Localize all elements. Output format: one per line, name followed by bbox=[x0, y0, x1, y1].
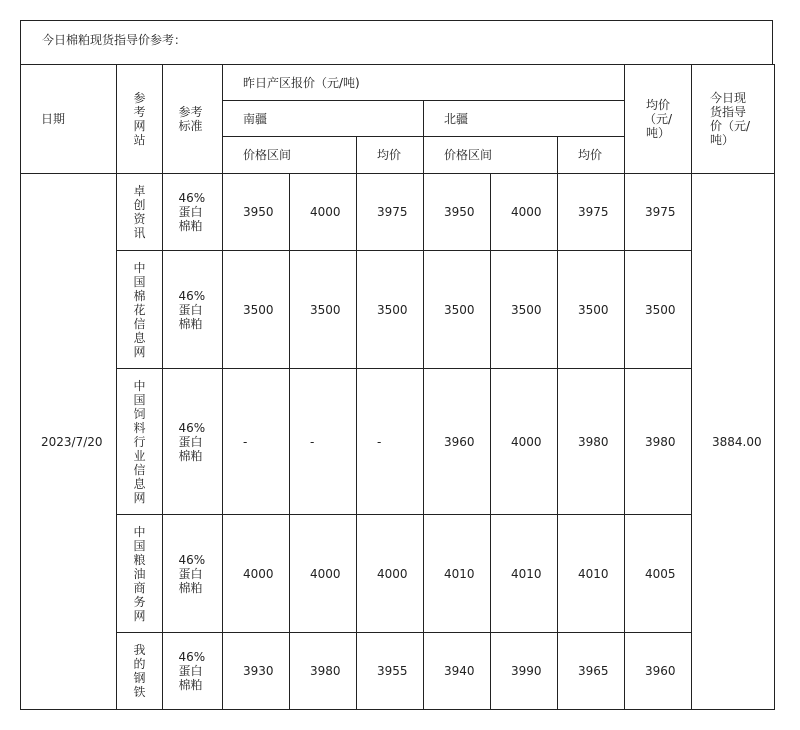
north-avg-cell: 3980 bbox=[558, 369, 625, 515]
header-north: 北疆 bbox=[424, 101, 625, 137]
south-low-cell: 3930 bbox=[223, 633, 290, 710]
site-cell: 卓创资讯 bbox=[117, 174, 163, 251]
north-high-cell: 3500 bbox=[491, 251, 558, 369]
overall-avg-cell: 4005 bbox=[625, 515, 692, 633]
header-north-avg: 均价 bbox=[558, 137, 625, 174]
header-south-range: 价格区间 bbox=[223, 137, 357, 174]
south-low-cell: 3950 bbox=[223, 174, 290, 251]
south-high-cell: - bbox=[290, 369, 357, 515]
north-avg-cell: 3965 bbox=[558, 633, 625, 710]
standard-cell: 46%蛋白棉粕 bbox=[163, 174, 223, 251]
south-avg-cell: 3955 bbox=[357, 633, 424, 710]
south-high-cell: 4000 bbox=[290, 174, 357, 251]
overall-avg-cell: 3980 bbox=[625, 369, 692, 515]
north-low-cell: 3500 bbox=[424, 251, 491, 369]
south-avg-cell: 3975 bbox=[357, 174, 424, 251]
site-cell: 中国粮油商务网 bbox=[117, 515, 163, 633]
header-site: 参考网站 bbox=[117, 65, 163, 174]
north-low-cell: 4010 bbox=[424, 515, 491, 633]
header-south-avg: 均价 bbox=[357, 137, 424, 174]
south-high-cell: 3500 bbox=[290, 251, 357, 369]
standard-cell: 46%蛋白棉粕 bbox=[163, 633, 223, 710]
south-low-cell: 3500 bbox=[223, 251, 290, 369]
south-avg-cell: 4000 bbox=[357, 515, 424, 633]
price-table bbox=[20, 64, 775, 710]
north-low-cell: 3960 bbox=[424, 369, 491, 515]
south-avg-cell: 3500 bbox=[357, 251, 424, 369]
header-row-1 bbox=[21, 65, 775, 101]
north-high-cell: 4000 bbox=[491, 369, 558, 515]
header-standard: 参考标准 bbox=[163, 65, 223, 174]
table-row bbox=[21, 515, 775, 633]
overall-avg-cell: 3960 bbox=[625, 633, 692, 710]
north-high-cell: 4010 bbox=[491, 515, 558, 633]
table-row bbox=[21, 251, 775, 369]
standard-cell: 46%蛋白棉粕 bbox=[163, 515, 223, 633]
caption-text: 今日棉粕现货指导价参考： bbox=[42, 33, 187, 47]
header-date: 日期 bbox=[21, 65, 117, 174]
north-low-cell: 3950 bbox=[424, 174, 491, 251]
overall-avg-cell: 3975 bbox=[625, 174, 692, 251]
north-high-cell: 3990 bbox=[491, 633, 558, 710]
guide-price-cell: 3884.00 bbox=[692, 174, 775, 710]
header-south: 南疆 bbox=[223, 101, 424, 137]
south-high-cell: 4000 bbox=[290, 515, 357, 633]
site-cell: 中国饲料行业信息网 bbox=[117, 369, 163, 515]
north-low-cell: 3940 bbox=[424, 633, 491, 710]
date-cell: 2023/7/20 bbox=[21, 174, 117, 710]
header-yesterday: 昨日产区报价（元/吨) bbox=[223, 65, 625, 101]
site-cell: 我的钢铁 bbox=[117, 633, 163, 710]
north-high-cell: 4000 bbox=[491, 174, 558, 251]
north-avg-cell: 4010 bbox=[558, 515, 625, 633]
site-cell: 中国棉花信息网 bbox=[117, 251, 163, 369]
table-row bbox=[21, 633, 775, 710]
table-caption bbox=[20, 20, 773, 64]
table-row bbox=[21, 369, 775, 515]
north-avg-cell: 3500 bbox=[558, 251, 625, 369]
header-overall-avg: 均价（元/吨） bbox=[625, 65, 692, 174]
south-avg-cell: - bbox=[357, 369, 424, 515]
north-avg-cell: 3975 bbox=[558, 174, 625, 251]
south-low-cell: 4000 bbox=[223, 515, 290, 633]
south-low-cell: - bbox=[223, 369, 290, 515]
header-north-range: 价格区间 bbox=[424, 137, 558, 174]
standard-cell: 46%蛋白棉粕 bbox=[163, 369, 223, 515]
header-guide: 今日现货指导价（元/吨） bbox=[692, 65, 775, 174]
south-high-cell: 3980 bbox=[290, 633, 357, 710]
table-row bbox=[21, 174, 775, 251]
standard-cell: 46%蛋白棉粕 bbox=[163, 251, 223, 369]
overall-avg-cell: 3500 bbox=[625, 251, 692, 369]
